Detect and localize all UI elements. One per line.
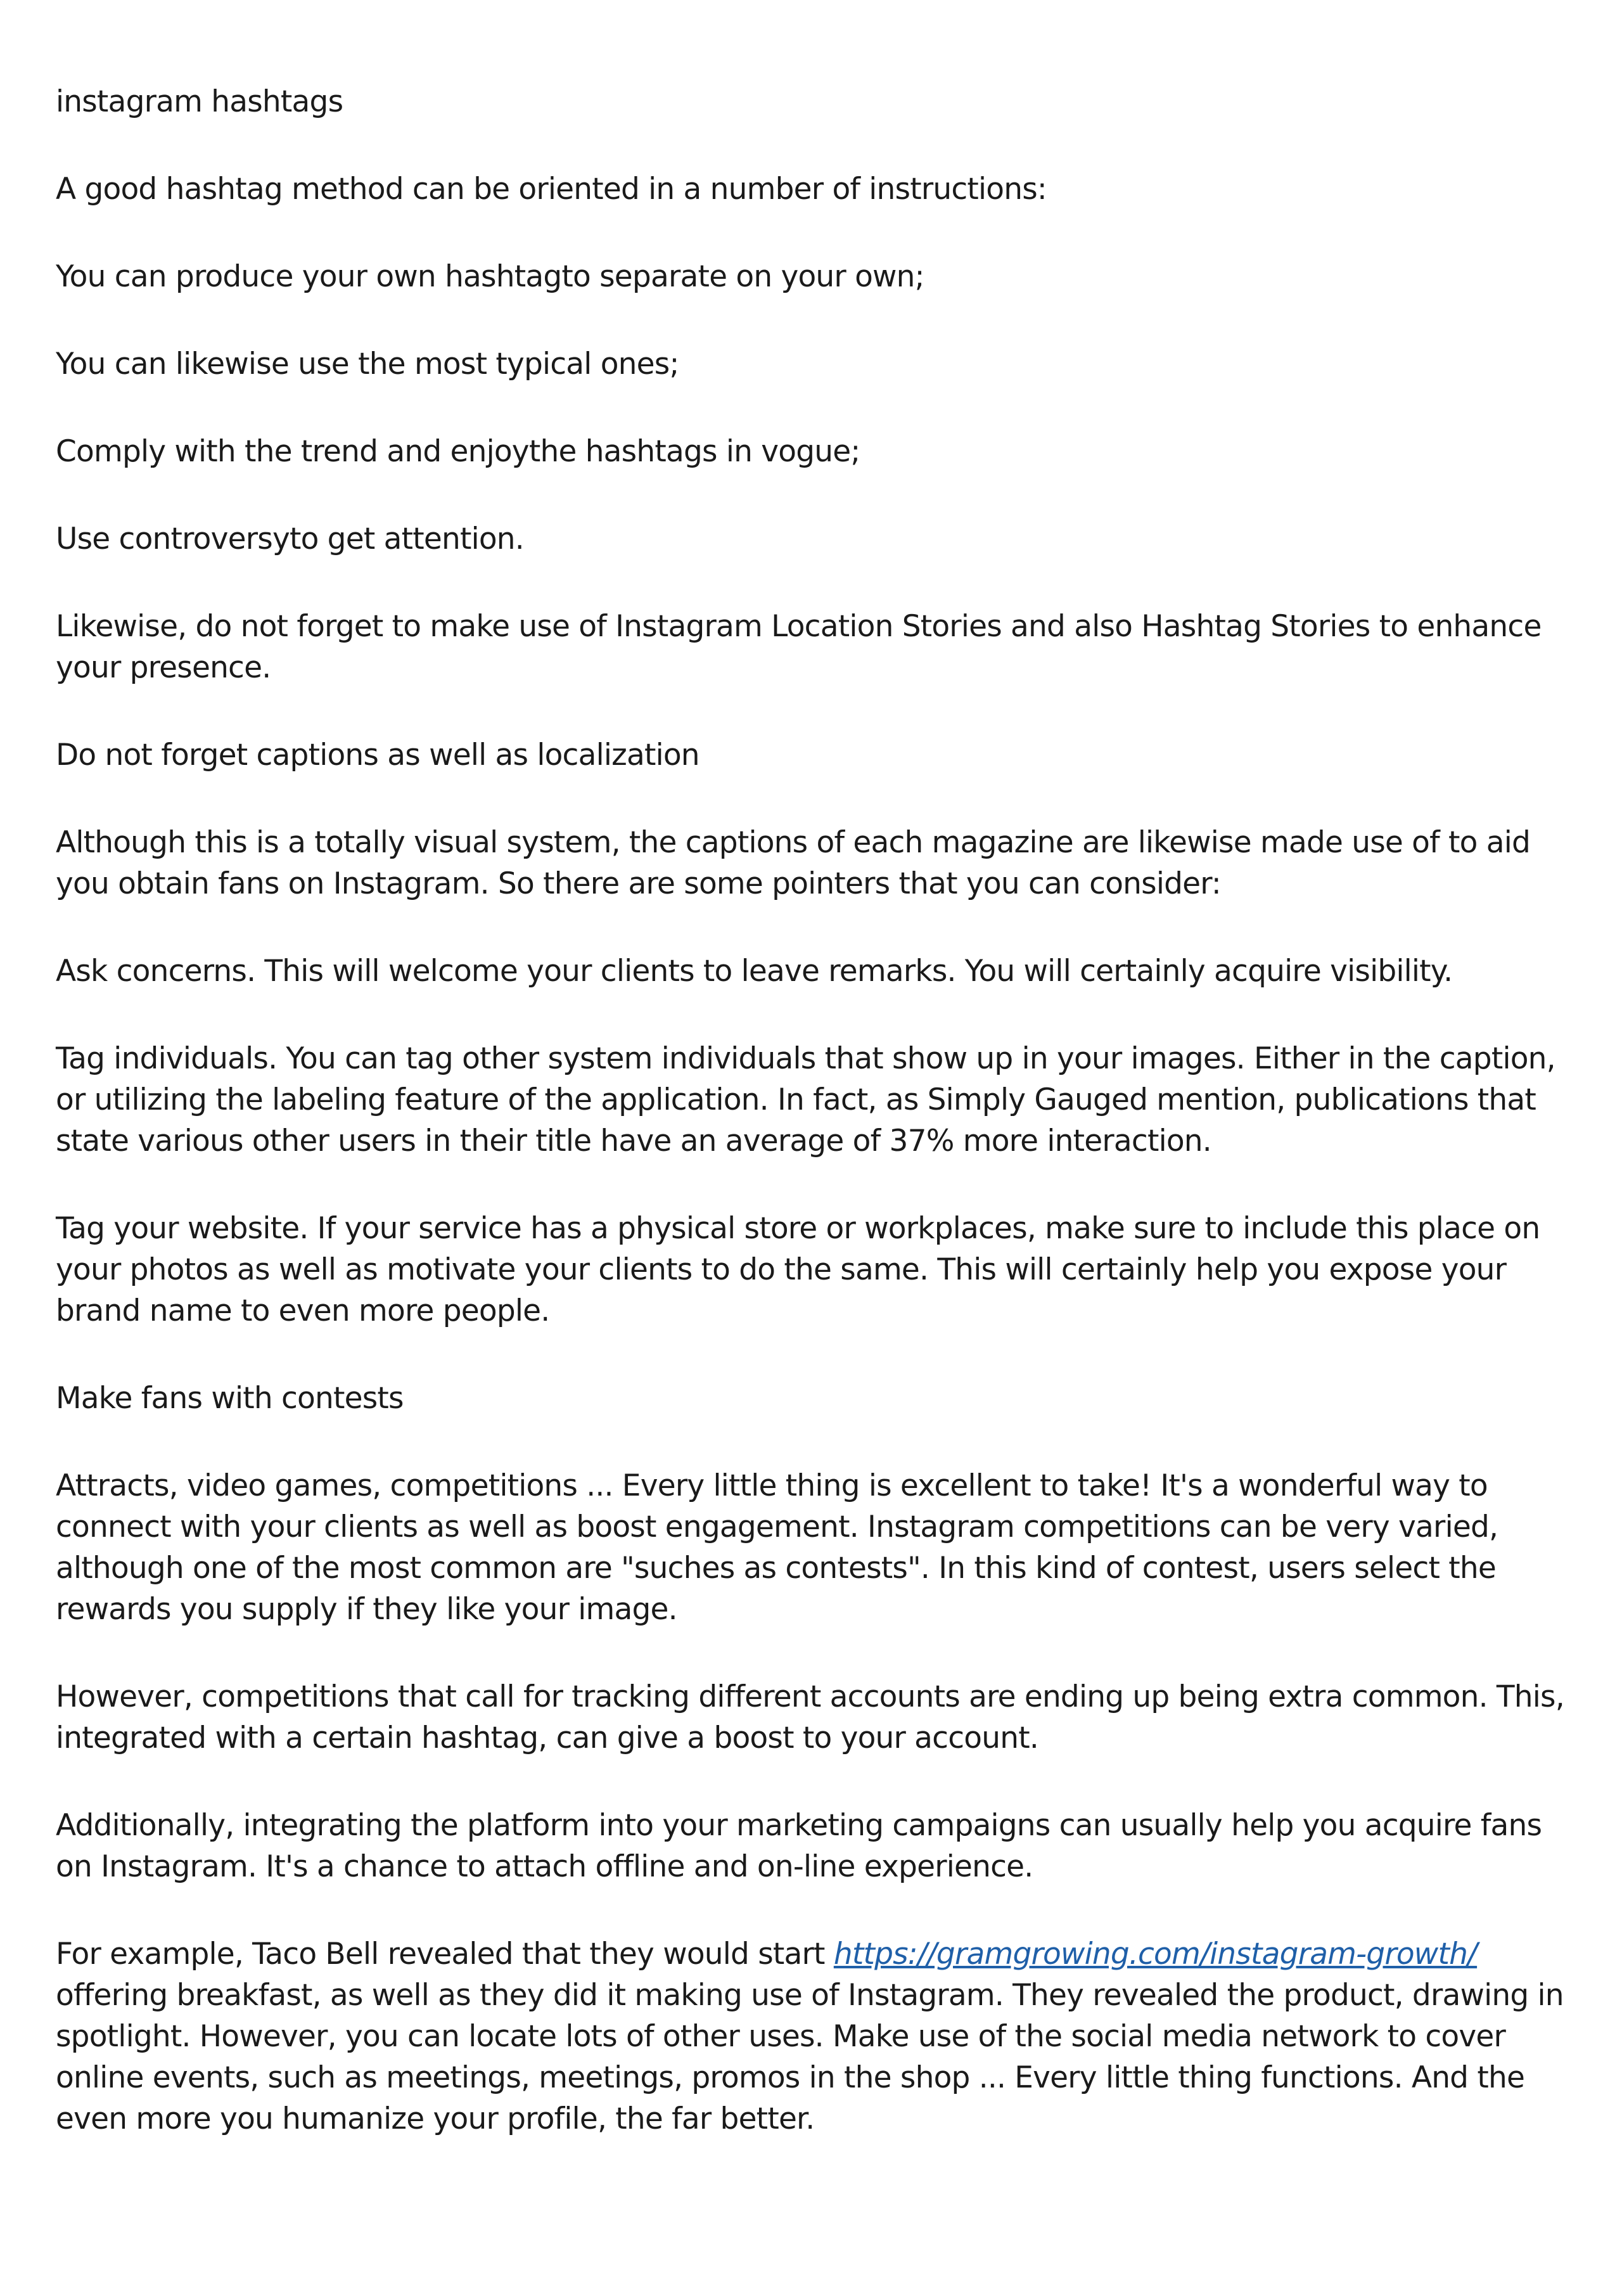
link-suffix-text: offering breakfast, as well as they did it making use of Instagram. They revealed the product, drawing in spotlight. However, you can locate lots of other uses. Make use of the social media network to cover online events, such as meetings, meetings, promos in the shop ... Every little thing functions. And the even more you humanize your profile, the far better.	[56, 1978, 1564, 2136]
paragraph: A good hashtag method can be oriented in a number of instructions:	[56, 172, 1047, 207]
paragraph-with-link	[56, 1934, 1576, 2139]
paragraph: Tag your website. If your service has a physical store or workplaces, make sure to include this place on your photos as well as motivate your clients to do the same. This will certainly help you expose your brand name to even more people.	[56, 1211, 1540, 1328]
document-body	[56, 81, 1576, 2186]
paragraph: Likewise, do not forget to make use of Instagram Location Stories and also Hashtag Stories to enhance your presence.	[56, 609, 1542, 685]
paragraph: Comply with the trend and enjoythe hashtags in vogue;	[56, 434, 860, 469]
paragraph: Although this is a totally visual system, the captions of each magazine are likewise made use of to aid you obtain fans on Instagram. So there are some pointers that you can consider:	[56, 825, 1531, 901]
paragraph: You can produce your own hashtagto separate on your own;	[56, 259, 924, 294]
paragraph-title: instagram hashtags	[56, 84, 343, 119]
paragraph-heading: Make fans with contests	[56, 1381, 404, 1416]
growth-link[interactable]: https://gramgrowing.com/instagram-growth/	[833, 1937, 1478, 1972]
paragraph: You can likewise use the most typical ones;	[56, 347, 679, 382]
paragraph: Use controversyto get attention.	[56, 522, 524, 556]
paragraph: Tag individuals. You can tag other system individuals that show up in your images. Either in the caption, or utilizing the labeling feature of the application. In fact, as Simply Gauged mention, publications that state various other users in their title have an average of 37% more interaction.	[56, 1041, 1555, 1158]
link-prefix-text: For example, Taco Bell revealed that they would start	[56, 1937, 834, 1972]
paragraph: Attracts, video games, competitions ... Every little thing is excellent to take! It's a wonderful way to connect with your clients as well as boost engagement. Instagram competitions can be very varied, although one of the most common are "suches as contests". In this kind of contest, users select the rewards you supply if they like your image.	[56, 1468, 1498, 1627]
paragraph: However, competitions that call for tracking different accounts are ending up being extra common. This, integrated with a certain hashtag, can give a boost to your account.	[56, 1679, 1564, 1755]
paragraph: Ask concerns. This will welcome your clients to leave remarks. You will certainly acquire visibility.	[56, 954, 1453, 989]
paragraph: Additionally, integrating the platform into your marketing campaigns can usually help you acquire fans on Instagram. It's a chance to attach offline and on-line experience.	[56, 1808, 1542, 1884]
paragraph-heading: Do not forget captions as well as localization	[56, 738, 699, 773]
